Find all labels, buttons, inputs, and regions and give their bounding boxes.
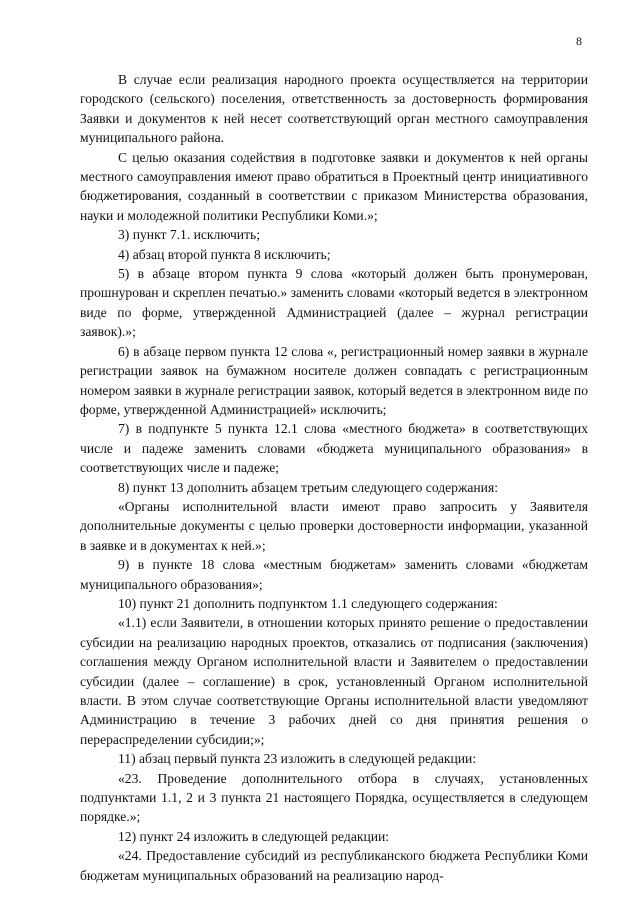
paragraph-quote-item-8: «Органы исполнительной власти имеют право запросить у Заявителя дополнительные документы с целью проверки достоверности информации, указанной в заявке и в документах к ней.»; <box>80 498 588 553</box>
paragraph-quote-item-10: «1.1) если Заявители, в отношении которых принято решение о предоставлении субсидии на реализацию народных проектов, отказались от подписания (заключения) соглашения между Органом исполнительной власти и Заявителем о предоставлении субсидии (далее – соглашение) в срок, установленный Органом исполнительной власти. В этом случае соответствующие Органы исполнительной власти уведомляют Администрацию в течение 3 рабочих дней со дня принятия решения о перераспределении субсидии;»; <box>80 615 588 747</box>
paragraph-item-10: 10) пункт 21 дополнить подпунктом 1.1 следующего содержания: <box>118 595 498 611</box>
paragraph-item-3: 3) пункт 7.1. исключить; <box>118 227 260 243</box>
paragraph-item-8: 8) пункт 13 дополнить абзацем третьим следующего содержания: <box>118 479 498 495</box>
paragraph-item-4: 4) абзац второй пункта 8 исключить; <box>118 246 331 262</box>
document-body <box>80 70 588 885</box>
page-number: 8 <box>576 34 582 48</box>
paragraph-item-6: 6) в абзаце первом пункта 12 слова «, регистрационный номер заявки в журнале регистрации заявок на бумажном носителе должен совпадать с регистрационным номером заявки в журнале регистрации заявок, который ведется в электронном виде по форме, утвержденной Администрацией» исключить; <box>80 343 588 417</box>
paragraph-project-center: С целью оказания содействия в подготовке заявки и документов к ней органы местного самоуправления имеют право обратиться в Проектный центр инициативного бюджетирования, созданный в соответствии с приказом Министерства образования, науки и молодежной политики Республики Коми.»; <box>80 149 588 223</box>
paragraph-item-9: 9) в пункте 18 слова «местным бюджетам» заменить словами «бюджетам муниципального образования»; <box>80 557 588 592</box>
paragraph-item-5: 5) в абзаце втором пункта 9 слова «который должен быть пронумерован, прошнурован и скреплен печатью.» заменить словами «который ведется в электронном виде по форме, утвержденной Администрацией (далее – журнал регистрации заявок).»; <box>80 266 588 340</box>
paragraph-intro-responsibility: В случае если реализация народного проекта осуществляется на территории городского (сельского) поселения, ответственность за достоверность формирования Заявки и документов к ней несет соответствующий орган местного самоуправления муниципального района. <box>80 72 588 146</box>
paragraph-quote-item-11: «23. Проведение дополнительного отбора в случаях, установленных подпунктами 1.1, 2 и 3 пункта 21 настоящего Порядка, осуществляется в следующем порядке.»; <box>80 770 588 825</box>
paragraph-item-7: 7) в подпункте 5 пункта 12.1 слова «местного бюджета» в соответствующих числе и падеже заменить словами «бюджета муниципального образования» в соответствующих числе и падеже; <box>80 421 588 476</box>
paragraph-quote-item-12: «24. Предоставление субсидий из республиканского бюджета Республики Коми бюджетам муниципальных образований на реализацию народ- <box>80 848 588 883</box>
paragraph-item-12: 12) пункт 24 изложить в следующей редакции: <box>118 828 390 844</box>
paragraph-item-11: 11) абзац первый пункта 23 изложить в следующей редакции: <box>118 751 477 767</box>
